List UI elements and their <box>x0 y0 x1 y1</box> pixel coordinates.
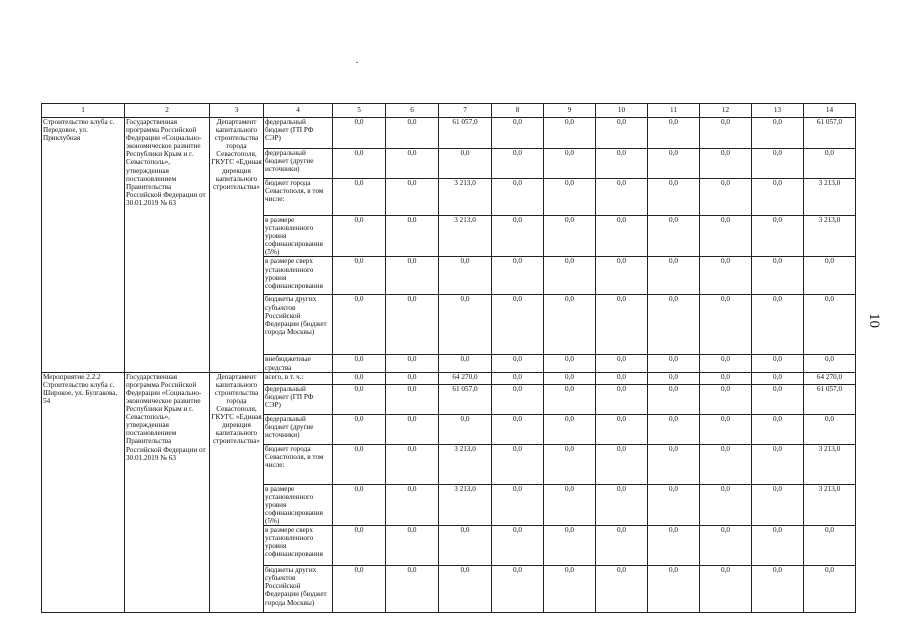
column-header-9: 9 <box>544 104 596 118</box>
amount-cell: 0,0 <box>333 372 386 384</box>
amount-cell: 61 057,0 <box>804 118 856 149</box>
amount-cell: 0,0 <box>596 372 648 384</box>
funding-source-cell: всего, в т. ч.: <box>264 372 333 384</box>
amount-cell: 0,0 <box>544 355 596 372</box>
amount-cell: 0,0 <box>386 484 439 525</box>
column-header-13: 13 <box>752 104 804 118</box>
amount-cell: 0,0 <box>544 257 596 295</box>
amount-cell: 3 213,0 <box>439 484 492 525</box>
amount-cell: 0,0 <box>752 295 804 355</box>
amount-cell: 0,0 <box>648 179 700 216</box>
amount-cell: 0,0 <box>386 384 439 414</box>
amount-cell: 3 213,0 <box>804 484 856 525</box>
funding-source-cell: в размере сверх установленного уровня софинансирования <box>264 526 333 566</box>
amount-cell: 0,0 <box>752 355 804 372</box>
amount-cell: 0,0 <box>544 216 596 257</box>
amount-cell: 0,0 <box>804 414 856 444</box>
amount-cell: 3 213,0 <box>804 444 856 484</box>
amount-cell: 0,0 <box>439 414 492 444</box>
amount-cell: 3 213,0 <box>804 179 856 216</box>
program-cell: Государственная программа Российской Федерации «Социально-экономическое развитие Республики Крым и г. Севастополь», утвержденная постановлением Правительства Российской Федерации от 30.01.2019 № 63 <box>125 118 210 373</box>
amount-cell: 0,0 <box>596 526 648 566</box>
column-header-10: 10 <box>596 104 648 118</box>
amount-cell: 0,0 <box>752 216 804 257</box>
funding-source-cell: федеральный бюджет (ГП РФ СЭР) <box>264 384 333 414</box>
amount-cell: 0,0 <box>700 257 752 295</box>
executor-cell: Департамент капитального строительства города Севастополя, ГКУГС «Единая дирекция капитального строительства» <box>210 118 264 373</box>
amount-cell: 0,0 <box>492 355 544 372</box>
amount-cell: 0,0 <box>700 526 752 566</box>
amount-cell: 0,0 <box>596 179 648 216</box>
amount-cell: 0,0 <box>333 484 386 525</box>
amount-cell: 0,0 <box>492 216 544 257</box>
amount-cell: 0,0 <box>648 372 700 384</box>
amount-cell: 64 270,0 <box>439 372 492 384</box>
amount-cell: 0,0 <box>648 384 700 414</box>
amount-cell: 0,0 <box>700 444 752 484</box>
table-row <box>42 372 856 384</box>
funding-source-cell: бюджет города Севастополя, в том числе: <box>264 179 333 216</box>
amount-cell: 0,0 <box>596 216 648 257</box>
amount-cell: 0,0 <box>386 566 439 613</box>
amount-cell: 0,0 <box>752 484 804 525</box>
amount-cell: 0,0 <box>386 444 439 484</box>
amount-cell: 0,0 <box>804 149 856 179</box>
amount-cell: 3 213,0 <box>439 444 492 484</box>
funding-source-cell: федеральный бюджет (другие источники) <box>264 149 333 179</box>
amount-cell: 0,0 <box>333 118 386 149</box>
amount-cell: 0,0 <box>700 118 752 149</box>
column-header-3: 3 <box>210 104 264 118</box>
amount-cell: 0,0 <box>333 526 386 566</box>
amount-cell: 0,0 <box>648 484 700 525</box>
column-header-12: 12 <box>700 104 752 118</box>
amount-cell: 0,0 <box>386 355 439 372</box>
program-cell: Государственная программа Российской Федерации «Социально-экономическое развитие Республики Крым и г. Севастополь», утвержденная постановлением Правительства Российской Федерации от 30.01.2019 № 63 <box>125 372 210 612</box>
funding-source-cell: в размере сверх установленного уровня софинансирования <box>264 257 333 295</box>
amount-cell: 0,0 <box>386 257 439 295</box>
amount-cell: 0,0 <box>700 414 752 444</box>
amount-cell: 0,0 <box>439 526 492 566</box>
amount-cell: 0,0 <box>544 526 596 566</box>
amount-cell: 0,0 <box>804 526 856 566</box>
amount-cell: 0,0 <box>700 179 752 216</box>
amount-cell: 0,0 <box>333 216 386 257</box>
column-header-14: 14 <box>804 104 856 118</box>
amount-cell: 0,0 <box>804 257 856 295</box>
amount-cell: 3 213,0 <box>439 179 492 216</box>
amount-cell: 0,0 <box>439 355 492 372</box>
amount-cell: 0,0 <box>492 257 544 295</box>
amount-cell: 0,0 <box>439 566 492 613</box>
amount-cell: 0,0 <box>596 355 648 372</box>
funding-source-cell: внебюджетные средства <box>264 355 333 372</box>
amount-cell: 0,0 <box>804 355 856 372</box>
budget-table <box>41 103 856 613</box>
amount-cell: 0,0 <box>333 355 386 372</box>
amount-cell: 0,0 <box>648 295 700 355</box>
amount-cell: 0,0 <box>596 566 648 613</box>
amount-cell: 0,0 <box>492 372 544 384</box>
amount-cell: 0,0 <box>648 526 700 566</box>
amount-cell: 0,0 <box>700 566 752 613</box>
amount-cell: 0,0 <box>544 149 596 179</box>
funding-source-cell: федеральный бюджет (другие источники) <box>264 414 333 444</box>
amount-cell: 0,0 <box>492 484 544 525</box>
amount-cell: 0,0 <box>544 372 596 384</box>
amount-cell: 0,0 <box>492 149 544 179</box>
amount-cell: 0,0 <box>596 118 648 149</box>
amount-cell: 0,0 <box>333 149 386 179</box>
column-header-2: 2 <box>125 104 210 118</box>
amount-cell: 0,0 <box>700 372 752 384</box>
amount-cell: 0,0 <box>596 257 648 295</box>
amount-cell: 0,0 <box>439 149 492 179</box>
amount-cell: 0,0 <box>544 295 596 355</box>
amount-cell: 0,0 <box>544 179 596 216</box>
amount-cell: 0,0 <box>386 372 439 384</box>
amount-cell: 0,0 <box>544 118 596 149</box>
funding-source-cell: в размере установленного уровня софинансирования (5%) <box>264 484 333 525</box>
table-row <box>42 118 856 149</box>
amount-cell: 0,0 <box>700 216 752 257</box>
amount-cell: 0,0 <box>386 295 439 355</box>
amount-cell: 0,0 <box>386 118 439 149</box>
amount-cell: 0,0 <box>544 484 596 525</box>
amount-cell: 0,0 <box>752 149 804 179</box>
amount-cell: 0,0 <box>333 179 386 216</box>
amount-cell: 0,0 <box>333 295 386 355</box>
amount-cell: 0,0 <box>492 566 544 613</box>
amount-cell: 0,0 <box>492 444 544 484</box>
amount-cell: 0,0 <box>544 384 596 414</box>
amount-cell: 0,0 <box>492 414 544 444</box>
amount-cell: 0,0 <box>648 566 700 613</box>
amount-cell: 0,0 <box>439 295 492 355</box>
column-header-4: 4 <box>264 104 333 118</box>
amount-cell: 0,0 <box>700 149 752 179</box>
amount-cell: 0,0 <box>648 257 700 295</box>
amount-cell: 0,0 <box>752 257 804 295</box>
amount-cell: 0,0 <box>596 484 648 525</box>
amount-cell: 0,0 <box>700 484 752 525</box>
amount-cell: 61 057,0 <box>439 118 492 149</box>
amount-cell: 0,0 <box>492 118 544 149</box>
amount-cell: 0,0 <box>648 414 700 444</box>
amount-cell: 61 057,0 <box>804 384 856 414</box>
amount-cell: 0,0 <box>544 566 596 613</box>
amount-cell: 0,0 <box>386 179 439 216</box>
amount-cell: 0,0 <box>333 414 386 444</box>
amount-cell: 0,0 <box>700 295 752 355</box>
amount-cell: 0,0 <box>386 149 439 179</box>
amount-cell: 0,0 <box>752 566 804 613</box>
scan-speck <box>356 62 358 63</box>
funding-source-cell: бюджеты других субъектов Российской Федерации (бюджет города Москвы) <box>264 295 333 355</box>
amount-cell: 0,0 <box>648 355 700 372</box>
amount-cell: 0,0 <box>333 566 386 613</box>
amount-cell: 0,0 <box>648 118 700 149</box>
column-header-7: 7 <box>439 104 492 118</box>
column-header-1: 1 <box>42 104 125 118</box>
amount-cell: 0,0 <box>700 355 752 372</box>
amount-cell: 0,0 <box>492 384 544 414</box>
column-header-11: 11 <box>648 104 700 118</box>
amount-cell: 0,0 <box>333 257 386 295</box>
amount-cell: 0,0 <box>492 295 544 355</box>
activity-name-cell: Строительство клуба с. Передовое, ул. Приклубная <box>42 118 125 373</box>
amount-cell: 0,0 <box>386 526 439 566</box>
amount-cell: 0,0 <box>333 444 386 484</box>
activity-name-cell: Мероприятие 2.2.2 Строительство клуба с. Широкое, ул. Булгакова, 54 <box>42 372 125 612</box>
amount-cell: 0,0 <box>752 384 804 414</box>
amount-cell: 61 057,0 <box>439 384 492 414</box>
funding-source-cell: бюджет города Севастополя, в том числе: <box>264 444 333 484</box>
amount-cell: 0,0 <box>333 384 386 414</box>
amount-cell: 0,0 <box>804 295 856 355</box>
amount-cell: 0,0 <box>492 526 544 566</box>
amount-cell: 0,0 <box>596 414 648 444</box>
amount-cell: 0,0 <box>752 372 804 384</box>
funding-source-cell: бюджеты других субъектов Российской Федерации (бюджет города Москвы) <box>264 566 333 613</box>
amount-cell: 0,0 <box>596 295 648 355</box>
amount-cell: 0,0 <box>752 526 804 566</box>
column-header-5: 5 <box>333 104 386 118</box>
header-row <box>42 104 856 118</box>
column-header-8: 8 <box>492 104 544 118</box>
funding-source-cell: федеральный бюджет (ГП РФ СЭР) <box>264 118 333 149</box>
amount-cell: 0,0 <box>752 414 804 444</box>
amount-cell: 0,0 <box>648 444 700 484</box>
amount-cell: 0,0 <box>596 444 648 484</box>
amount-cell: 0,0 <box>648 216 700 257</box>
amount-cell: 0,0 <box>386 216 439 257</box>
amount-cell: 0,0 <box>544 414 596 444</box>
amount-cell: 0,0 <box>752 444 804 484</box>
funding-source-cell: в размере установленного уровня софинансирования (5%) <box>264 216 333 257</box>
amount-cell: 0,0 <box>648 149 700 179</box>
amount-cell: 0,0 <box>544 444 596 484</box>
amount-cell: 0,0 <box>804 566 856 613</box>
amount-cell: 0,0 <box>439 257 492 295</box>
amount-cell: 0,0 <box>752 118 804 149</box>
amount-cell: 0,0 <box>386 414 439 444</box>
amount-cell: 3 213,0 <box>804 216 856 257</box>
amount-cell: 0,0 <box>596 149 648 179</box>
amount-cell: 0,0 <box>752 179 804 216</box>
column-header-6: 6 <box>386 104 439 118</box>
amount-cell: 0,0 <box>700 384 752 414</box>
executor-cell: Департамент капитального строительства города Севастополя, ГКУГС «Единая дирекция капитального строительства» <box>210 372 264 612</box>
amount-cell: 0,0 <box>596 384 648 414</box>
amount-cell: 3 213,0 <box>439 216 492 257</box>
page-number: 10 <box>866 313 882 328</box>
amount-cell: 64 270,0 <box>804 372 856 384</box>
amount-cell: 0,0 <box>492 179 544 216</box>
